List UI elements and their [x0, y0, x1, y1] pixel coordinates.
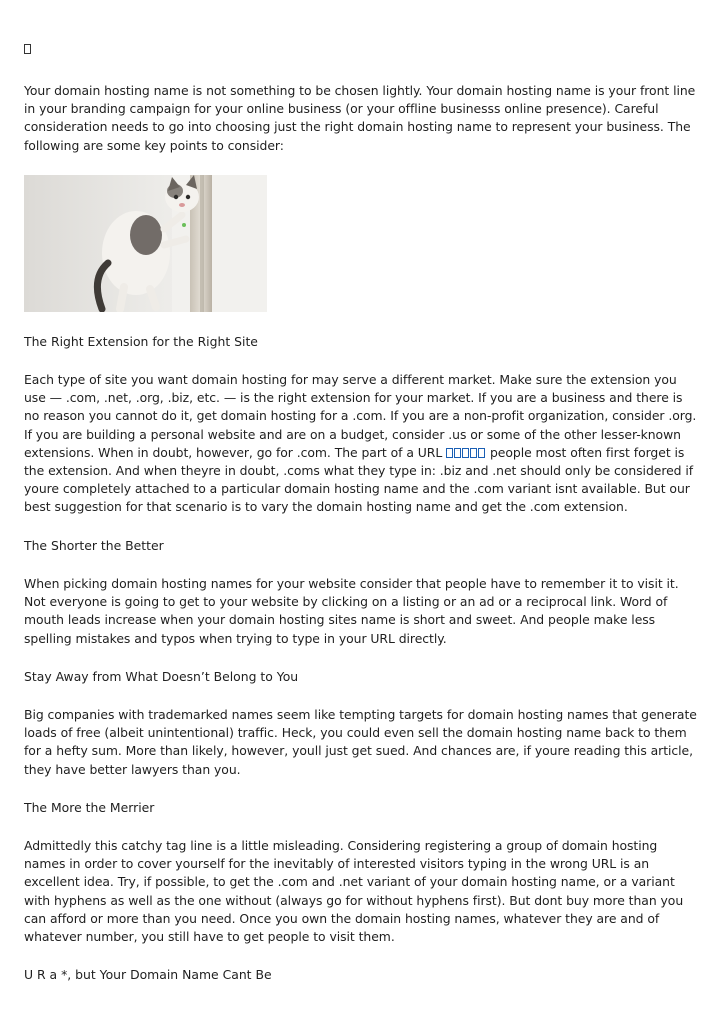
section-heading-trademark: Stay Away from What Doesn’t Belong to You [24, 669, 299, 684]
section-body-merrier: Admittedly this catchy tag line is a little misleading. Considering registering a group of domain hosting names in order to cover yourself for the inevitably of interested visitors typing in the wrong URL is an excellent idea. Try, if possible, to get the .com and .net variant of your domain hosting name, or a variant with hyphens as well as the one without (always go for without hyphens first). But dont buy more than you can afford or more than you need. Once you own the domain hosting names, whatever they are and of whatever number, you still have to get people to visit them. [24, 838, 684, 945]
section-heading-extension: The Right Extension for the Right Site [24, 334, 258, 349]
missing-glyph-icon [454, 448, 461, 458]
section-body-extension [24, 371, 700, 517]
url-link[interactable] [446, 445, 486, 460]
body-text: Each type of site you want domain hosting for may serve a different market. Make sure the extension you use — .com, .net, .org, .biz, etc. — is the right extension for your market. If you are a business and there is no reason you cannot do it, get domain hosting for a .com. If you are a non-profit organization, consider .org. If you are building a personal website and are on a budget, consider .us or some of the other lesser-known extensions. When in doubt, however, go for .com. The part of a URL [24, 372, 697, 460]
cat-photo-icon [24, 175, 267, 312]
section-body-shorter: When picking domain hosting names for your website consider that people have to remember it to visit it. Not everyone is going to get to your website by clicking on a listing or an ad or a reciprocal link. Word of mouth leads increase when your domain hosting sites name is short and sweet. And people make less spelling mistakes and typos when trying to type in your URL directly. [24, 576, 679, 646]
missing-glyph-icon [478, 448, 485, 458]
cat-photo [24, 175, 267, 312]
missing-glyph-icon [446, 448, 453, 458]
intro-paragraph: Your domain hosting name is not something to be chosen lightly. Your domain hosting name is your front line in your branding campaign for your online business (or your offline businesss online presence). Careful consideration needs to go into choosing just the right domain hosting name to represent your business. The following are some key points to consider: [24, 83, 696, 153]
section-heading-merrier: The More the Merrier [24, 800, 155, 815]
body-text: people most often first forget is the extension. And when theyre in doubt, .coms what they type in: .biz and .net should only be considered if youre completely attached to a particular domain hosting name and the .com variant isnt available. But our best suggestion for that scenario is to vary the domain hosting name and get the .com extension. [24, 444, 694, 515]
missing-glyph-icon [462, 448, 469, 458]
missing-glyph-icon [24, 44, 31, 54]
section-body-trademark: Big companies with trademarked names seem like tempting targets for domain hosting names that generate loads of free (albeit unintentional) traffic. Heck, you could even sell the domain hosting name back to them for a hefty sum. More than likely, however, youll just get sued. And chances are, if youre reading this article, they have better lawyers than you. [24, 707, 697, 777]
section-heading-shorter: The Shorter the Better [24, 538, 164, 553]
missing-glyph-icon [470, 448, 477, 458]
section-heading-domain-name: U R a *, but Your Domain Name Cant Be [24, 967, 272, 982]
